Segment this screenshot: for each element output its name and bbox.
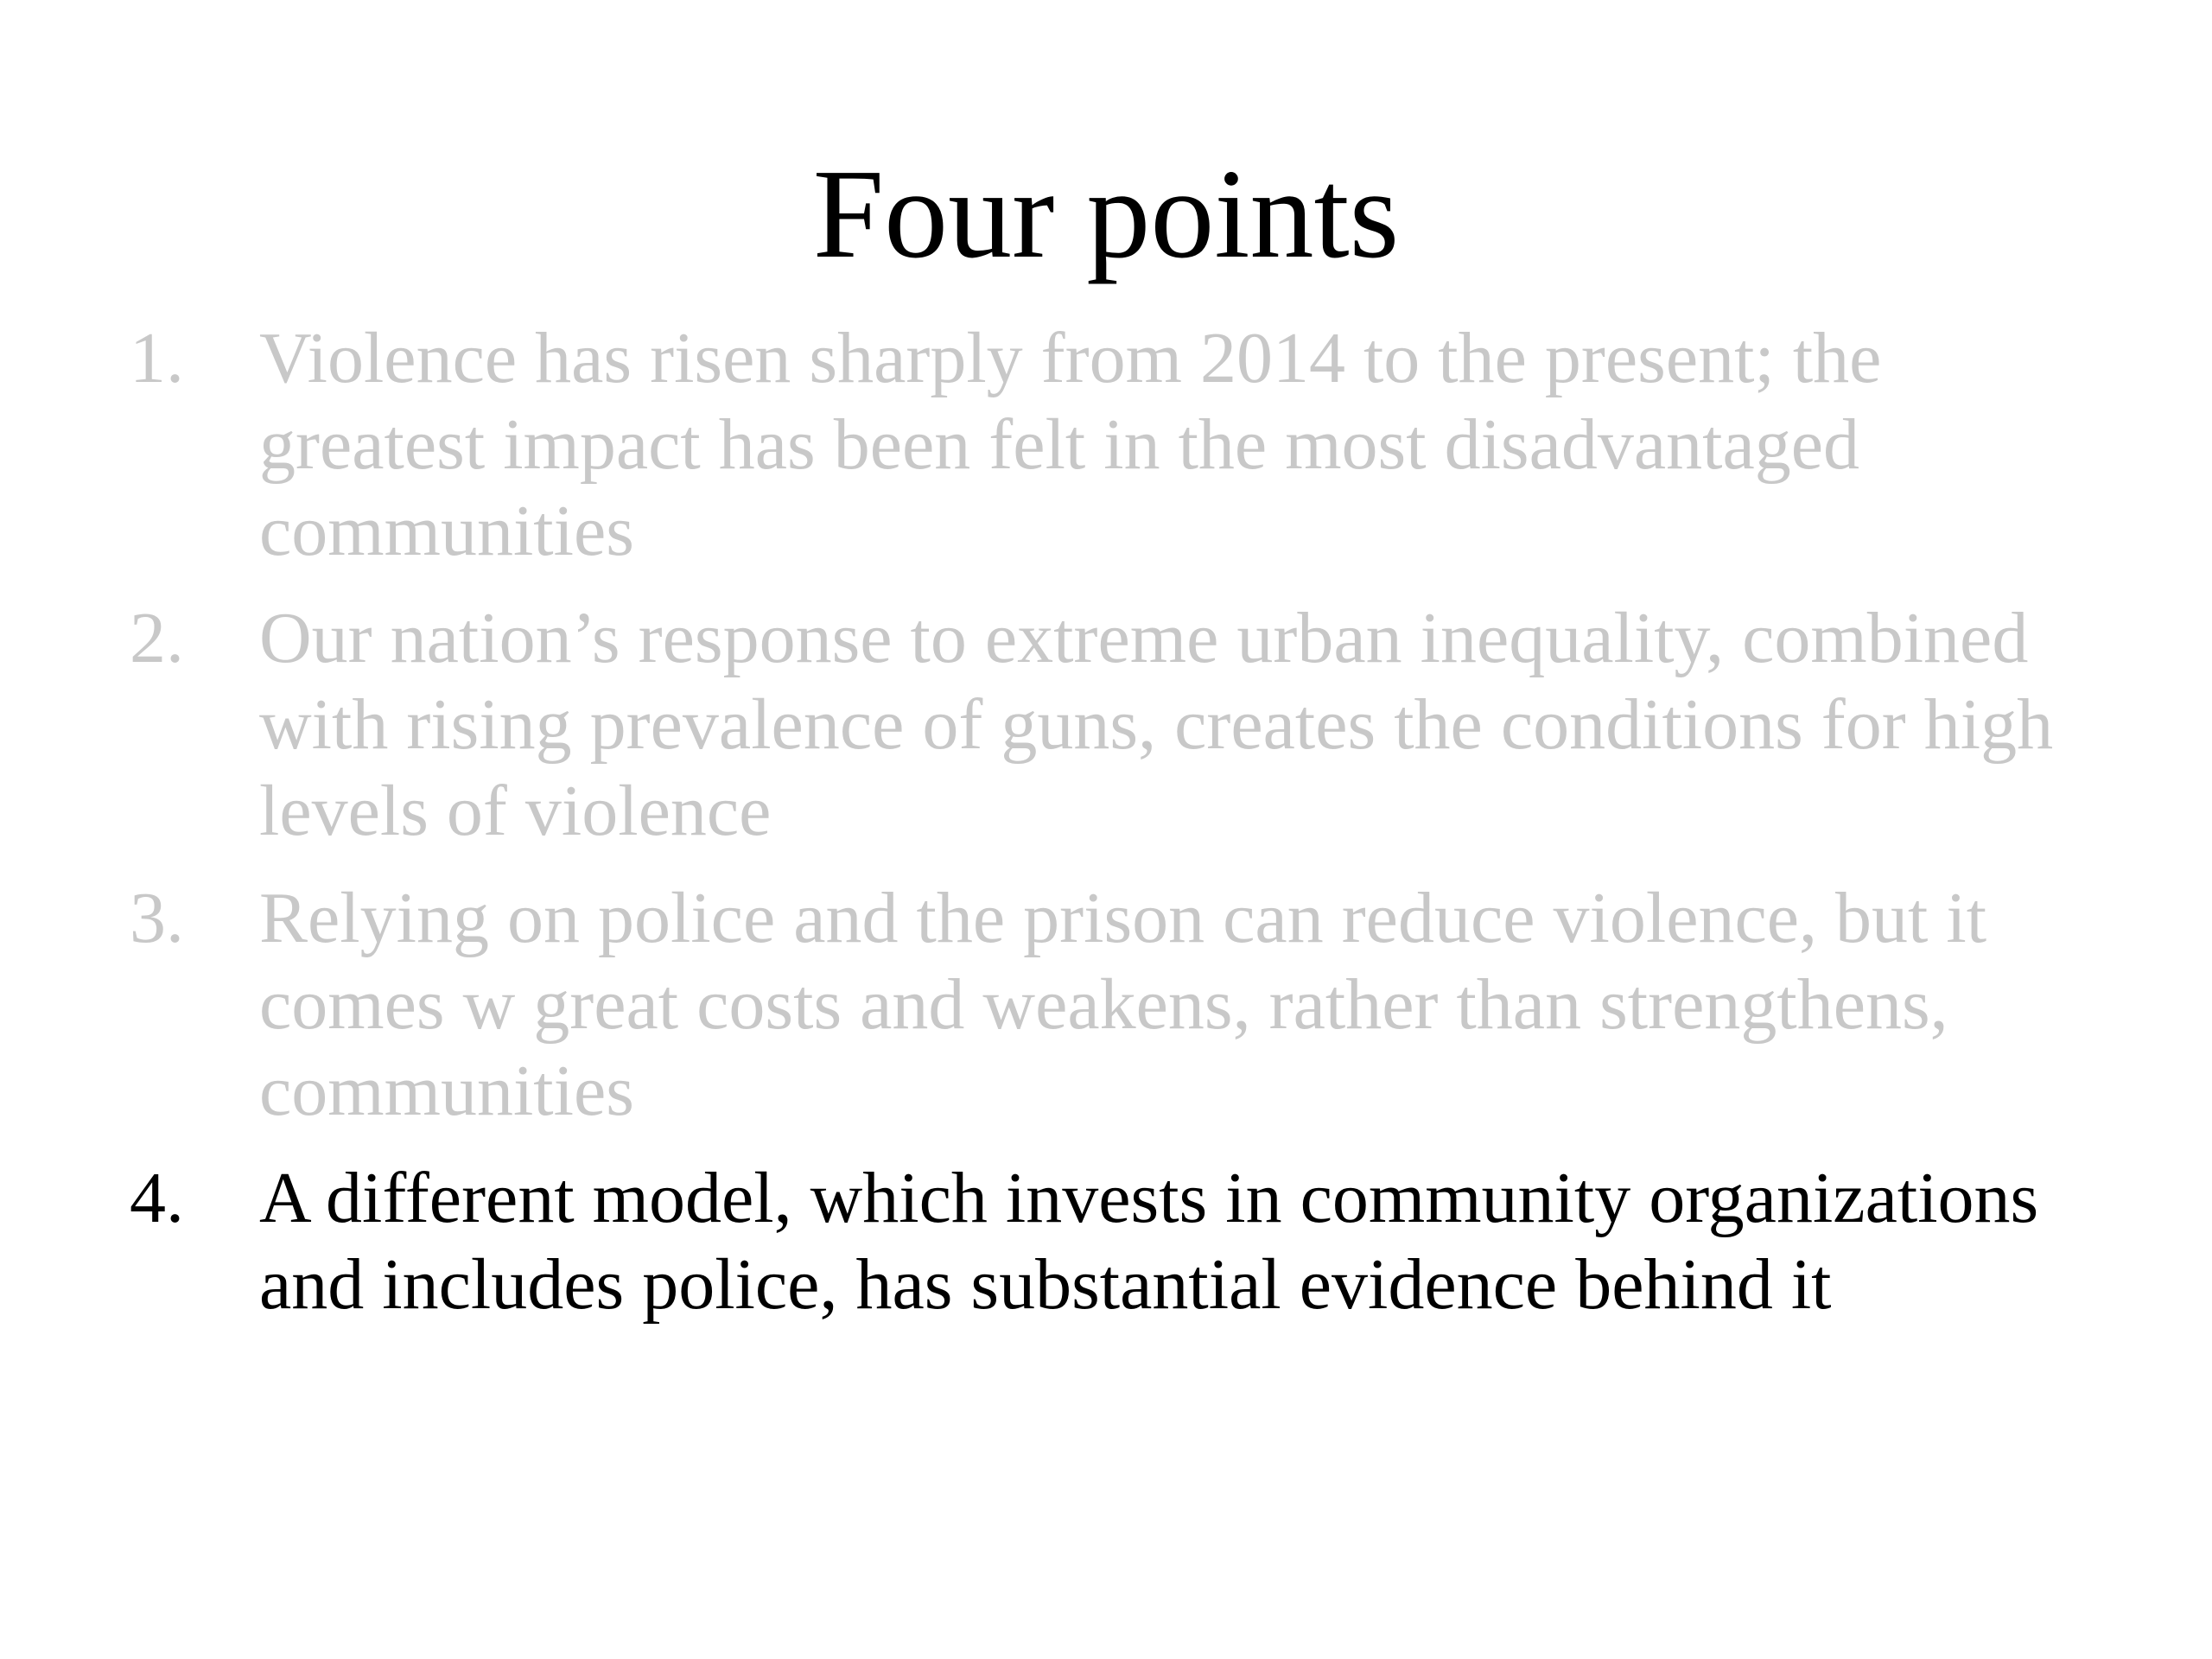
slide-title: Four points: [812, 143, 1400, 285]
point-item-4: [130, 1155, 2117, 1328]
point-text: Relying on police and the prison can reduce violence, but it comes w great costs and weakens, rather than strengthens, communities: [259, 878, 1987, 1131]
point-item-2: [130, 595, 2117, 855]
point-text: Violence has risen sharply from 2014 to the present; the greatest impact has been felt in the most disadvantaged communities: [259, 318, 1882, 571]
points-list: [130, 315, 2117, 1349]
point-item-3: [130, 875, 2117, 1135]
point-number: 3.: [130, 878, 184, 958]
point-number: 2.: [130, 598, 184, 678]
point-text: Our nation’s response to extreme urban inequality, combined with rising prevalence of guns, creates the conditions for high levels of violence: [259, 598, 2054, 851]
point-text: A different model, which invests in community organizations and includes police, has substantial evidence behind it: [259, 1158, 2039, 1325]
point-item-1: [130, 315, 2117, 575]
point-number: 4.: [130, 1158, 184, 1238]
point-number: 1.: [130, 318, 184, 398]
